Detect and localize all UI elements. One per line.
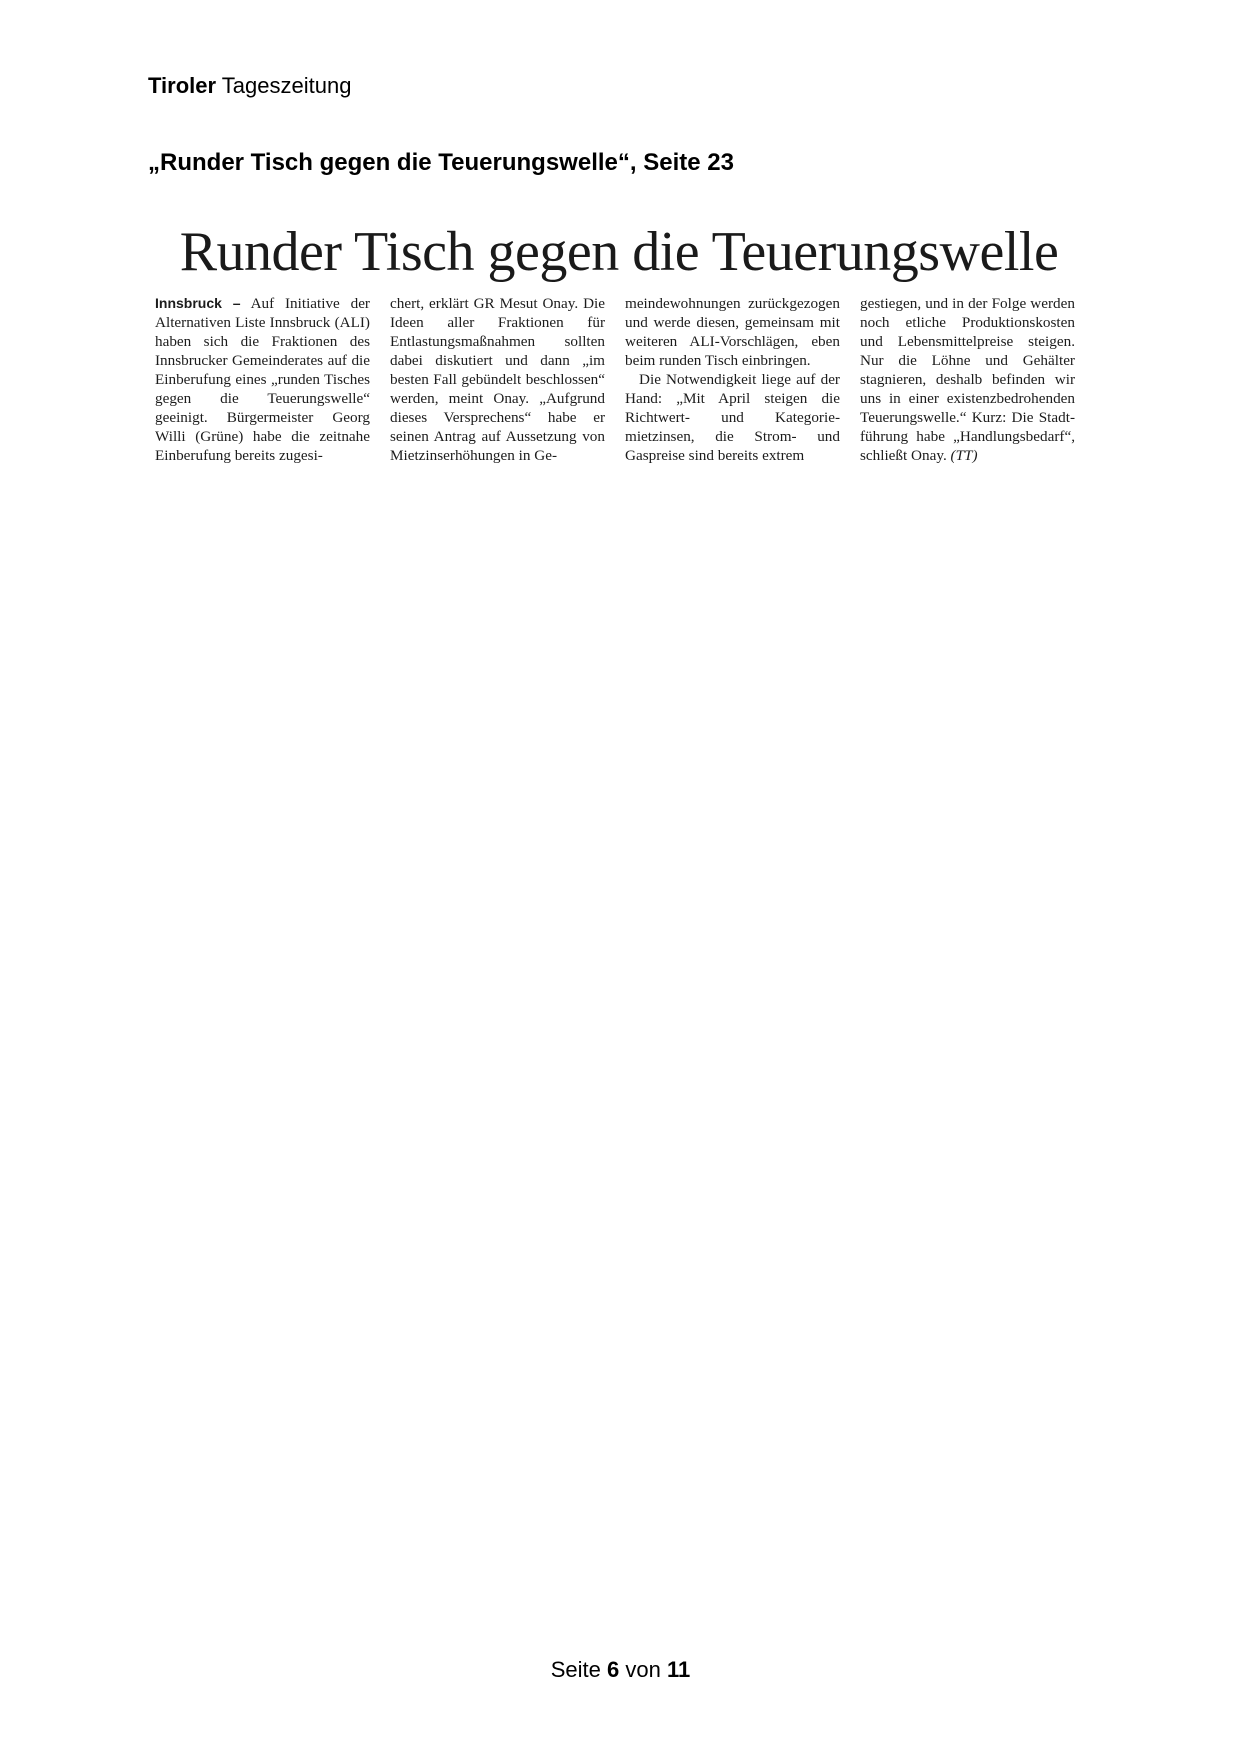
- clipping-columns: [155, 294, 1075, 465]
- publication-name-rest: Tageszeitung: [221, 73, 352, 98]
- clipping-column-3: [625, 294, 840, 465]
- clipping-column-1: [155, 294, 370, 465]
- footer-prefix: Seite: [550, 1657, 601, 1682]
- dateline: Innsbruck –: [155, 295, 241, 311]
- page-number-footer: [0, 1656, 1241, 1684]
- clipping-paragraph: chert, erklärt GR Mesut Onay. Die Ideen aller Fraktionen für Entlastungsmaßnahmen sollten dabei diskutiert und dann „im besten Fall gebündelt beschlossen“ werden, meint Onay. „Aufgrund dieses Versprechens“ habe er seinen Antrag auf Aussetzung von Mietzinserhöhungen in Ge-: [390, 295, 605, 464]
- clipping-column-4: [860, 294, 1075, 465]
- paragraph-text: gestiegen, und in der Folge werden noch etliche Produktionskosten und Lebensmittelpreise steigen. Nur die Löhne und Gehälter stagnieren, deshalb befinden wir uns in einer existenzbedrohenden Teuerungswelle.“ Kurz: Die Stadtführung habe „Handlungsbedarf“, schließt Onay.: [860, 295, 1075, 464]
- newspaper-clipping: [155, 220, 1075, 485]
- clipping-paragraph: [860, 294, 1075, 465]
- current-page-number: 6: [607, 1657, 620, 1682]
- clipping-paragraph: meindewohnungen zurückgezogen und werde diesen, gemeinsam mit weiteren ALI-Vorschlägen, eben beim runden Tisch einbringen.: [625, 295, 840, 369]
- clipping-headline: Runder Tisch gegen die Teuerungswelle: [179, 221, 1059, 283]
- clipping-column-2: [390, 294, 605, 465]
- publication-name: [148, 72, 351, 100]
- author-tag: (TT): [950, 447, 978, 464]
- total-page-count: 11: [667, 1657, 691, 1682]
- footer-middle: von: [625, 1657, 661, 1682]
- paragraph-text: Auf Initiative der Alternativen Liste Innsbruck (ALI) haben sich die Fraktionen des Innsbrucker Gemeinderates auf die Einberufung eines „runden Tisches gegen die Teuerungswelle“ geeinigt. Bürgermeister Georg Willi (Grüne) habe die zeitnahe Einberufung bereits zugesi-: [155, 295, 370, 464]
- publication-name-bold: Tiroler: [148, 73, 217, 98]
- article-reference-title: „Runder Tisch gegen die Teuerungswelle“, Seite 23: [148, 149, 734, 176]
- clipping-paragraph: [155, 294, 370, 465]
- clipping-paragraph: Die Notwendigkeit liege auf der Hand: „Mit April steigen die Richtwert- und Kategoriemietzinsen, die Strom- und Gaspreise sind bereits extrem: [625, 371, 840, 464]
